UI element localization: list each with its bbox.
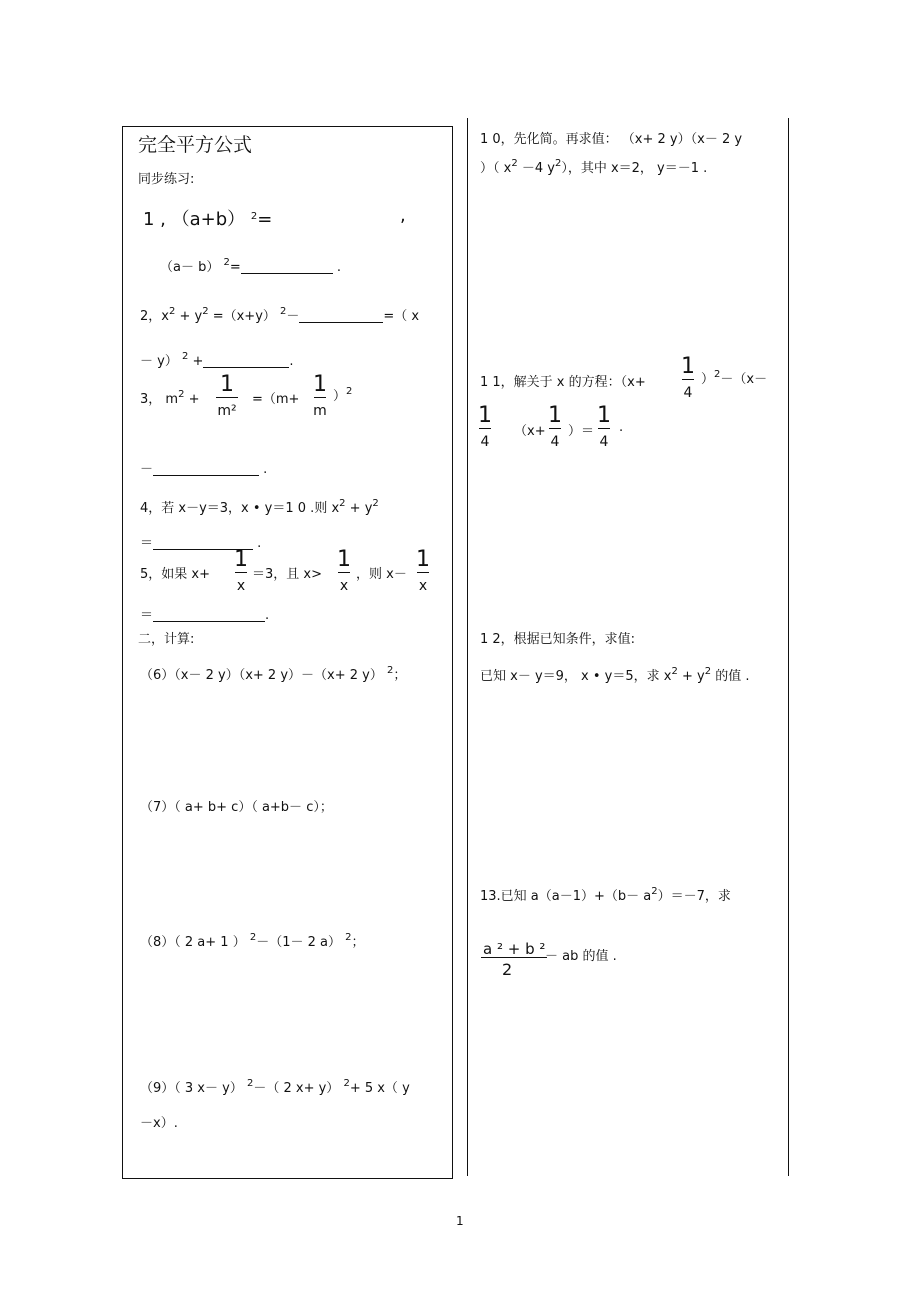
question-5-start: 5，如果 x+ (140, 567, 210, 582)
fraction-1-over-x-c: 1 x (416, 547, 430, 594)
question-8: （8）（ 2 a+ 1 ） $^2$－（1－ 2 a） $^2$； (140, 932, 365, 950)
answer-blank[interactable] (153, 462, 259, 476)
left-panel (122, 126, 453, 1179)
answer-blank[interactable] (241, 260, 333, 274)
question-12-line-2: 已知 x－ y＝9， x • y＝5，求 $x^2 + y^2$ 的值 . (480, 666, 750, 684)
question-13-line-2-end: － ab 的值 . (545, 949, 617, 964)
question-3-line-2: － . (140, 462, 268, 477)
fraction-1-over-4-d: 1 4 (597, 403, 611, 450)
page-number: 1 (456, 1214, 464, 1228)
question-2-line-2: － y） $^2$ + . (140, 351, 294, 369)
page-title: 完全平方公式 (138, 134, 253, 156)
question-11-end: ）$^2$－（x－ (701, 369, 768, 387)
right-panel-left-border (467, 118, 468, 1176)
fraction-1-over-x-a: 1 x (234, 547, 248, 594)
section-heading-calculate: 二，计算: (138, 632, 195, 647)
fraction-1-over-x-b: 1 x (337, 547, 351, 594)
answer-blank[interactable] (203, 354, 289, 368)
question-5-line-2: ＝ . (140, 608, 270, 623)
question-1-line-2: （a－ b） $^2$= . (160, 257, 342, 275)
question-13-fraction-denominator: 2 (502, 960, 513, 979)
question-4-line-2: ＝ . (140, 536, 262, 551)
question-3-middle: =（m+ (252, 392, 300, 407)
section-heading-practice: 同步练习: (138, 172, 195, 187)
question-1-comma: , (400, 205, 406, 226)
answer-blank[interactable] (299, 309, 383, 323)
question-11-line-2-middle: （x+ (514, 424, 546, 439)
question-10-line-2: ）（ $x^2 -4$ $y^2$），其中 x＝2， y＝－1 . (480, 158, 708, 176)
fraction-1-over-m-squared: 1 m² (217, 372, 237, 419)
fraction-1-over-4-a: 1 4 (681, 354, 695, 401)
question-10-line-1: 1 0，先化简。再求值： （x+ 2 y）（x－ 2 y (480, 132, 743, 147)
question-4-line-1: 4，若 x－y＝3，x • y＝1 0 .则 $x^2 + y^2$ (140, 498, 379, 516)
question-3-line-1: 3， $m^2$ + (140, 389, 200, 407)
question-13-fraction-numerator: a ² + b ² (483, 940, 546, 958)
question-5-middle-1: ＝3，且 x> (252, 567, 322, 582)
question-3-close: ）$^2$ (333, 386, 353, 404)
question-6: （6）（x－ 2 y）（x+ 2 y）－（x+ 2 y） $^2$； (140, 665, 407, 683)
answer-blank[interactable] (153, 608, 265, 622)
question-11-start: 1 1，解关于 x 的方程：（x+ (480, 375, 646, 390)
question-7: （7）（ a+ b+ c）（ a+b－ c）； (140, 800, 333, 815)
fraction-1-over-4-c: 1 4 (548, 403, 562, 450)
question-11-line-2-eq: ）＝ (568, 424, 595, 439)
question-9-line-2: －x）. (140, 1116, 178, 1131)
question-2-line-1: 2，$x^2 + y^2 =(x+y)$ $^2$－ =（ x (140, 306, 420, 324)
question-1-line-1: 1 , （a+b） $^2$= (143, 209, 273, 230)
fraction-1-over-4-b: 1 4 (478, 403, 492, 450)
question-11-line-2-end: . (619, 420, 624, 435)
question-5-middle-2: ，则 x－ (356, 567, 407, 582)
right-panel-right-border (788, 118, 789, 1176)
question-12-line-1: 1 2，根据已知条件，求值: (480, 632, 636, 647)
fraction-1-over-m: 1 m (313, 372, 327, 419)
question-9-line-1: （9）（ 3 x－ y） $^2$－（ 2 x+ y） $^2$+ 5 x（ y (140, 1078, 410, 1096)
question-13-line-1: 13.已知 $a(a-1)+(b- a^2)=-7$，求 (480, 886, 731, 904)
